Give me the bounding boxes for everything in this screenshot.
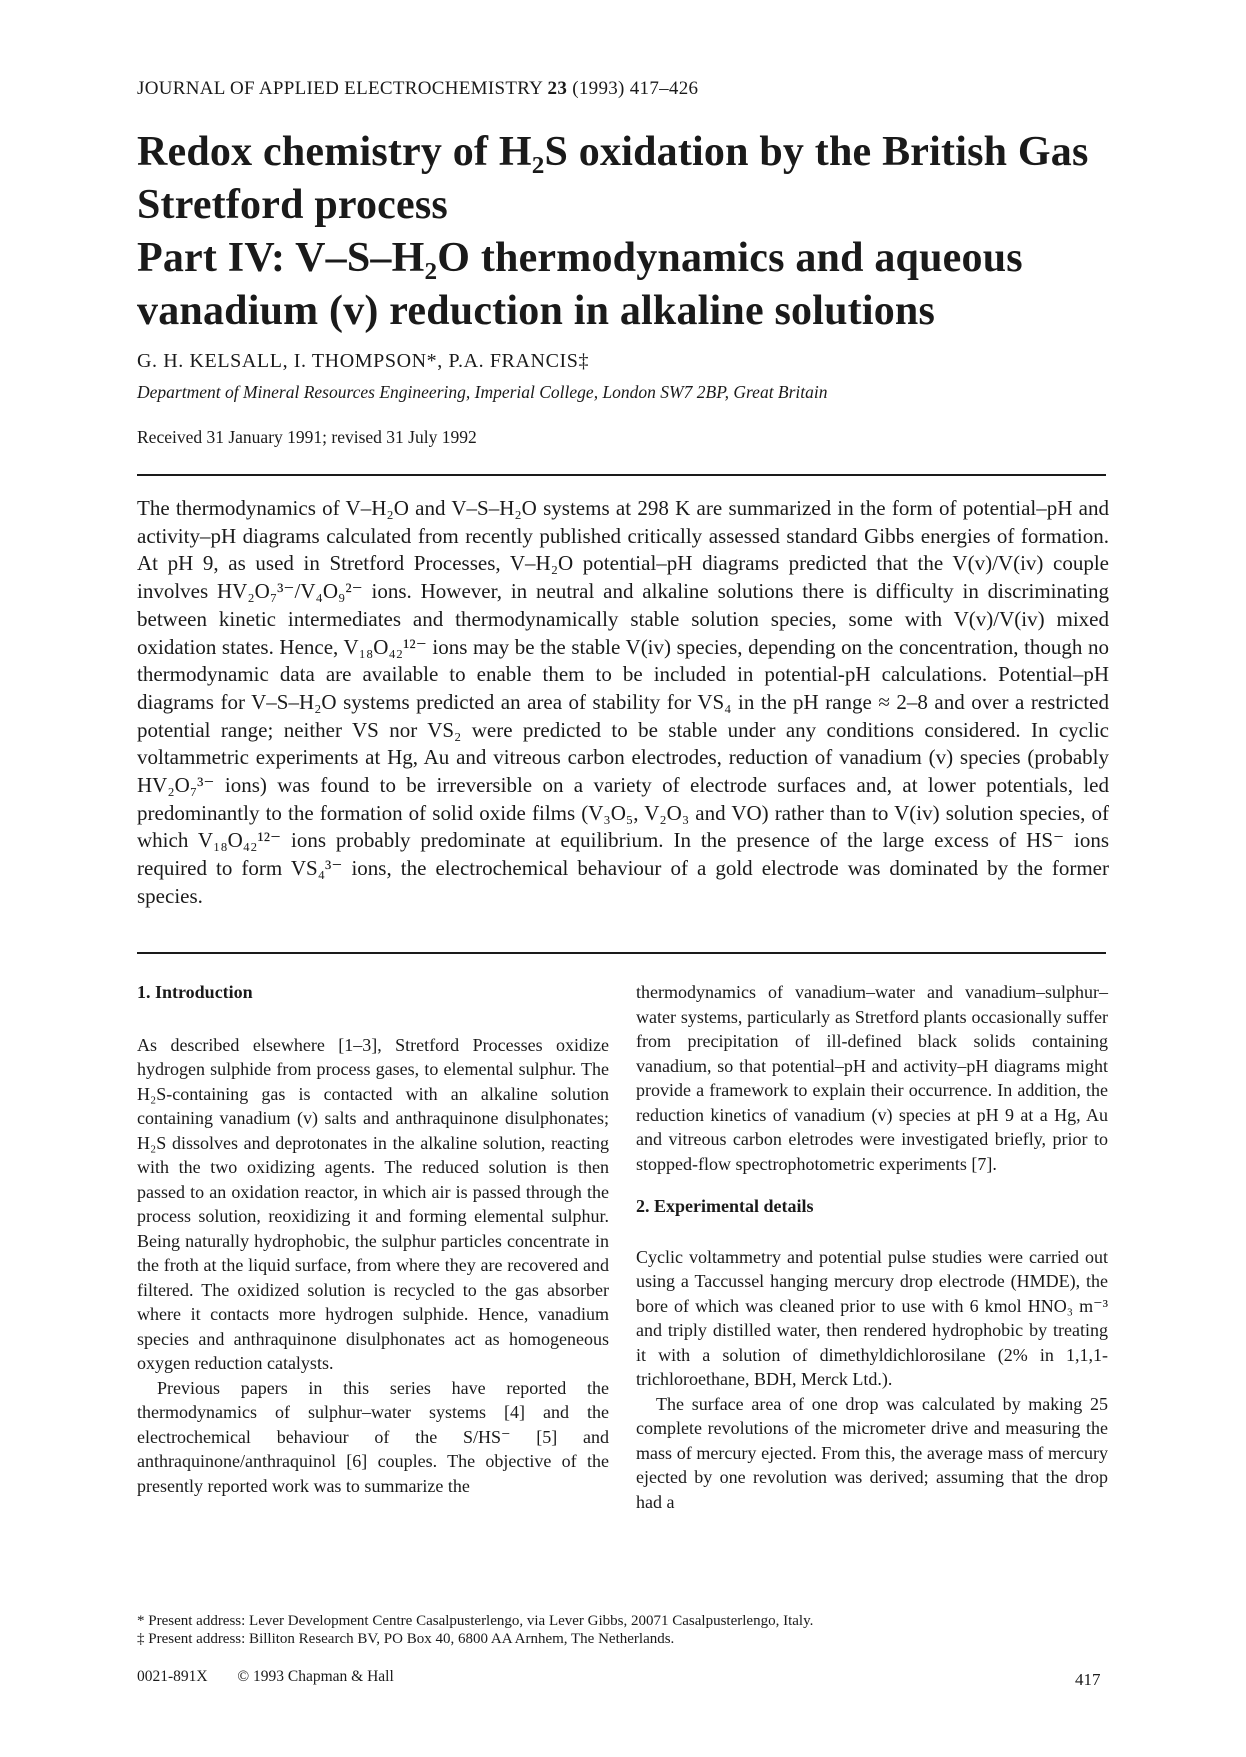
paragraph: Previous papers in this series have reported the thermodynamics of sulphur–water systems [4] and the electrochemical behaviour of the S/HS⁻ [5] and anthraquinone/anthraquinol [6] couples. The objective of the presently reported work was to summarize the [137,1377,609,1496]
abstract [137,495,1109,911]
journal-header [137,78,698,100]
copyright: © 1993 Chapman & Hall [237,1668,394,1685]
section-heading-introduction: 1. Introduction [137,982,253,1002]
abstract-text: The thermodynamics of V–H₂O and V–S–H₂O systems at 298 K are summarized in the form of potential–pH and activity–pH diagrams calculated from recently published critically assessed standard Gibbs energies of formation. At pH 9, as used in Stretford Processes, V–H₂O potential–pH diagrams predicted that the V(v)/V(iv) couple involves HV₂O₇³⁻/V₄O₉²⁻ ions. However, in neutral and alkaline solutions there is difficulty in discriminating between kinetic intermediates and thermodynamically stable solution species, some with V(v)/V(iv) mixed oxidation states. Hence, V₁₈O₄₂¹²⁻ ions may be the stable V(iv) species, depending on the concentration, though no thermodynamic data are available to enable them to be included in potential-pH calculations. Potential–pH diagrams for V–S–H₂O systems predicted an area of stability for VS₄ in the pH range ≈ 2–8 and over a restricted potential range; neither VS nor VS₂ were predicted to be stable under any conditions considered. In cyclic voltammetric experiments at Hg, Au and vitreous carbon electrodes, reduction of vanadium (v) species (probably HV₂O₇³⁻ ions) was found to be irreversible on a variety of electrode surfaces and, at lower potentials, led predominantly to the formation of solid oxide films (V₃O₅, V₂O₃ and VO) rather than to V(iv) solution species, of which V₁₈O₄₂¹²⁻ ions probably predominate at equilibrium. In the presence of the large excess of HS⁻ ions required to form VS₄³⁻ ions, the electrochemical behaviour of a gold electrode was dominated by the former species. [137,496,1109,908]
right-column [636,980,1108,1514]
paragraph: The surface area of one drop was calculated by making 25 complete revolutions of the micrometer drive and measuring the mass of mercury ejected. From this, the average mass of mercury ejected by one revolution was derived; assuming that the drop had a [636,1393,1108,1512]
paragraph: As described elsewhere [1–3], Stretford Processes oxidize hydrogen sulphide from process gases, to elemental sulphur. The H₂S-containing gas is contacted with an alkaline solution containing vanadium (v) salts and anthraquinone disulphonates; H₂S dissolves and deprotonates in the alkaline solution, reacting with the two oxidizing agents. The reduced solution is then passed to an oxidation reactor, in which air is passed through the process solution, reoxidizing it and forming elemental sulphur. Being naturally hydrophobic, the sulphur particles concentrate in the froth at the liquid surface, from where they are recovered and filtered. The oxidized solution is recycled to the gas absorber where it contacts more hydrogen sulphide. Hence, vanadium species and anthraquinone disulphonates act as homogeneous oxygen reduction catalysts. [137,1034,609,1373]
title-line-1: Redox chemistry of H₂S oxidation by the British Gas [137,129,1089,175]
journal-year-pages: (1993) 417–426 [572,78,699,99]
section-heading-experimental: 2. Experimental details [636,1196,814,1216]
paper-title [137,126,1137,338]
title-line-4: vanadium (v) reduction in alkaline solutions [137,288,936,334]
footnote: * Present address: Lever Development Centre Casalpusterlengo, via Lever Gibbs, 20071 Casalpusterlengo, Italy. [137,1613,814,1629]
left-column [137,980,609,1498]
affiliation: Department of Mineral Resources Engineering, Imperial College, London SW7 2BP, Great Britain [137,382,828,402]
authors: G. H. KELSALL, I. THOMPSON*, P.A. FRANCIS‡ [137,350,590,372]
footnotes [137,1612,813,1648]
title-line-3: Part IV: V–S–H₂O thermodynamics and aqueous [137,235,1023,281]
paragraph: Cyclic voltammetry and potential pulse studies were carried out using a Taccussel hanging mercury drop electrode (HMDE), the bore of which was cleaned prior to use with 6 kmol HNO₃ m⁻³ and triply distilled water, then rendered hydrophobic by treating it with a solution of dimethyldichlorosilane (2% in 1,1,1-trichloroethane, BDH, Merck Ltd.). [636,1246,1108,1389]
publisher-line [137,1668,394,1686]
divider-top [137,474,1106,476]
page-number: 417 [1075,1670,1101,1689]
journal-name: JOURNAL OF APPLIED ELECTROCHEMISTRY [137,78,543,99]
issn-code: 0021-891X [137,1668,208,1685]
journal-volume: 23 [547,78,568,99]
received-dates: Received 31 January 1991; revised 31 July 1992 [137,427,477,447]
paragraph: thermodynamics of vanadium–water and vanadium–sulphur–water systems, particularly as Stretford plants occasionally suffer from precipitation of ill-defined black solids containing vanadium, so that potential–pH and activity–pH diagrams might provide a framework to explain their occurrence. In addition, the reduction kinetics of vanadium (v) species at pH 9 at a Hg, Au and vitreous carbon eletrodes were investigated briefly, prior to stopped-flow spectrophotometric experiments [7]. [636,982,1108,1174]
divider-bottom [137,952,1106,954]
footnote: ‡ Present address: Billiton Research BV, PO Box 40, 6800 AA Arnhem, The Netherlands. [137,1631,675,1647]
title-line-2: Stretford process [137,182,448,228]
